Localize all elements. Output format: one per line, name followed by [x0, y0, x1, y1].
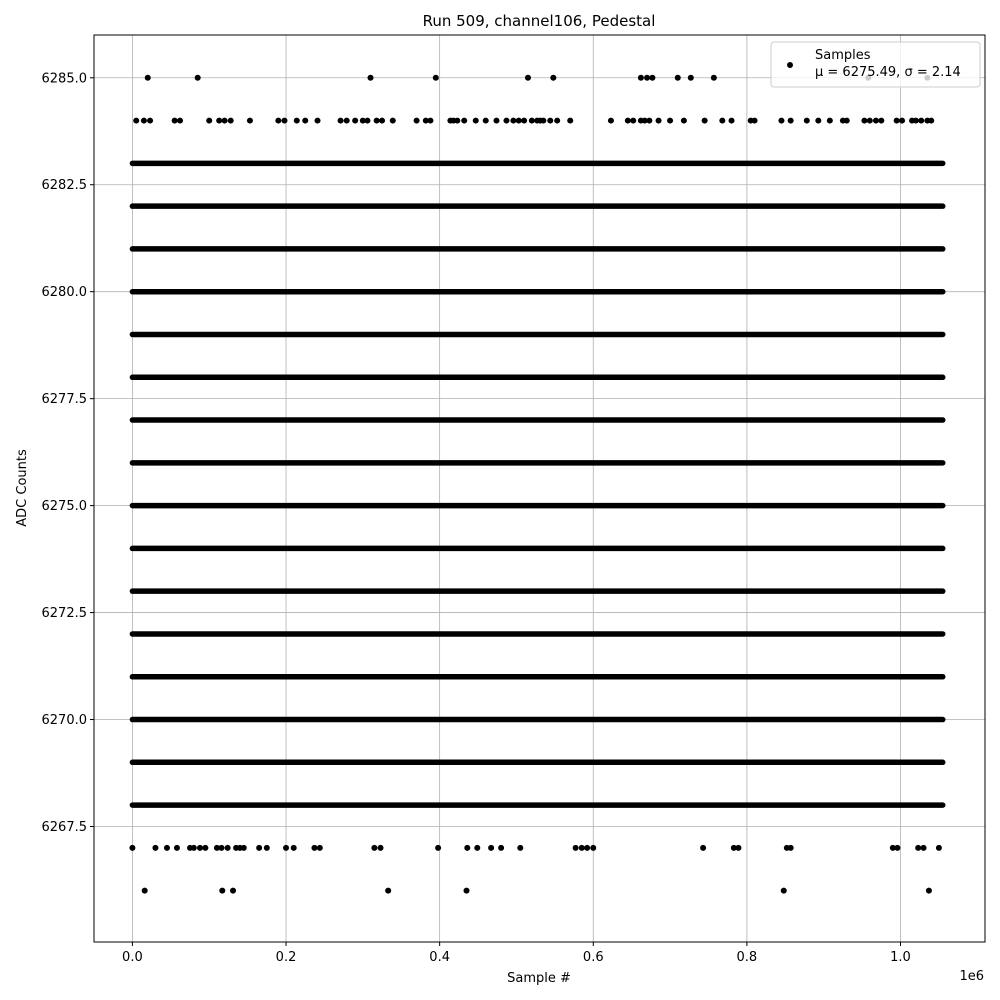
- y-tick-label: 6275.0: [41, 499, 87, 515]
- data-point: [474, 845, 480, 851]
- data-point: [867, 118, 873, 124]
- x-tick-label: 0.6: [582, 950, 604, 965]
- data-point: [364, 118, 370, 124]
- data-point: [378, 845, 384, 851]
- data-point: [379, 118, 385, 124]
- data-point: [371, 845, 377, 851]
- data-point: [554, 118, 560, 124]
- data-point: [133, 118, 139, 124]
- data-point: [275, 118, 281, 124]
- data-point: [219, 845, 225, 851]
- data-point: [219, 888, 225, 894]
- data-point: [241, 845, 247, 851]
- data-point: [256, 845, 262, 851]
- data-point: [702, 118, 708, 124]
- data-point: [915, 845, 921, 851]
- data-point: [464, 888, 470, 894]
- data-point: [861, 118, 867, 124]
- data-point: [681, 118, 687, 124]
- data-point: [608, 118, 614, 124]
- data-point: [936, 845, 942, 851]
- data-point: [283, 845, 289, 851]
- data-point: [129, 845, 135, 851]
- data-point: [778, 118, 784, 124]
- data-point: [338, 118, 344, 124]
- y-tick-label: 6280.0: [41, 285, 87, 301]
- data-point: [913, 118, 919, 124]
- data-point: [164, 845, 170, 851]
- data-point: [804, 118, 810, 124]
- data-point: [894, 118, 900, 124]
- data-point: [873, 118, 879, 124]
- x-tick-label: 0.8: [736, 950, 758, 965]
- data-point: [729, 118, 735, 124]
- data-point: [752, 118, 758, 124]
- data-point: [390, 118, 396, 124]
- data-point: [315, 118, 321, 124]
- data-point: [590, 845, 596, 851]
- data-point: [195, 75, 201, 81]
- legend-stats: μ = 6275.49, σ = 2.14: [815, 65, 961, 80]
- data-point: [517, 845, 523, 851]
- data-point: [427, 118, 433, 124]
- data-point: [174, 845, 180, 851]
- data-point: [878, 118, 884, 124]
- data-point: [202, 845, 208, 851]
- data-point: [493, 118, 499, 124]
- data-point: [374, 118, 380, 124]
- data-point: [206, 118, 212, 124]
- data-point: [145, 75, 151, 81]
- data-point: [311, 845, 317, 851]
- data-point: [918, 118, 924, 124]
- data-point: [521, 118, 527, 124]
- data-point: [281, 118, 287, 124]
- data-point: [152, 845, 158, 851]
- data-point: [344, 118, 350, 124]
- y-axis-label: ADC Counts: [15, 449, 30, 527]
- data-point: [291, 845, 297, 851]
- data-point: [638, 75, 644, 81]
- data-point: [711, 75, 717, 81]
- data-point: [550, 75, 556, 81]
- x-tick-label: 1.0: [890, 950, 911, 965]
- data-point: [302, 118, 308, 124]
- x-axis-offset-label: 1e6: [959, 969, 984, 984]
- data-point: [788, 118, 794, 124]
- data-point: [197, 845, 203, 851]
- y-tick-label: 6282.5: [41, 178, 87, 194]
- y-tick-label: 6277.5: [41, 392, 87, 408]
- data-point: [230, 888, 236, 894]
- data-point: [464, 845, 470, 851]
- data-point: [385, 888, 391, 894]
- data-point: [788, 845, 794, 851]
- legend-series-name: Samples: [815, 48, 871, 63]
- legend-marker: [787, 62, 793, 68]
- data-point: [644, 75, 650, 81]
- data-point: [317, 845, 323, 851]
- x-axis-label: Sample #: [507, 971, 571, 986]
- data-point: [352, 118, 358, 124]
- data-point: [191, 845, 197, 851]
- data-point: [735, 845, 741, 851]
- data-point: [547, 118, 553, 124]
- legend: [771, 42, 980, 87]
- data-point: [649, 75, 655, 81]
- data-point: [656, 118, 662, 124]
- data-point: [216, 118, 222, 124]
- y-tick-label: 6267.5: [41, 819, 87, 835]
- data-point: [172, 118, 178, 124]
- data-point: [540, 118, 546, 124]
- data-point: [894, 845, 900, 851]
- data-point: [503, 118, 509, 124]
- data-point: [567, 118, 573, 124]
- data-point: [719, 118, 725, 124]
- chart-title: Run 509, channel106, Pedestal: [422, 12, 656, 30]
- data-point: [461, 118, 467, 124]
- data-point: [294, 118, 300, 124]
- data-point: [700, 845, 706, 851]
- data-point: [630, 118, 636, 124]
- data-point: [454, 118, 460, 124]
- data-point: [516, 118, 522, 124]
- data-point: [899, 118, 905, 124]
- data-point: [433, 75, 439, 81]
- data-point: [228, 118, 234, 124]
- data-point: [368, 75, 374, 81]
- data-point: [646, 118, 652, 124]
- data-point: [510, 118, 516, 124]
- data-point: [827, 118, 833, 124]
- data-point: [675, 75, 681, 81]
- data-point: [928, 118, 934, 124]
- data-point: [488, 845, 494, 851]
- data-point: [435, 845, 441, 851]
- data-point: [781, 888, 787, 894]
- y-tick-label: 6272.5: [41, 606, 87, 622]
- x-tick-label: 0.0: [122, 950, 143, 965]
- data-point: [921, 845, 927, 851]
- data-point: [483, 118, 489, 124]
- data-point: [625, 118, 631, 124]
- data-point: [222, 118, 228, 124]
- data-point: [473, 118, 479, 124]
- data-point: [177, 118, 183, 124]
- data-point: [844, 118, 850, 124]
- data-point: [579, 845, 585, 851]
- data-point: [926, 888, 932, 894]
- data-point: [142, 888, 148, 894]
- data-point: [529, 118, 535, 124]
- data-point: [525, 75, 531, 81]
- data-point: [141, 118, 147, 124]
- data-point: [414, 118, 420, 124]
- data-point: [498, 845, 504, 851]
- data-point: [147, 118, 153, 124]
- y-tick-label: 6270.0: [41, 713, 87, 729]
- data-point: [667, 118, 673, 124]
- data-point: [688, 75, 694, 81]
- x-tick-label: 0.4: [429, 950, 450, 965]
- data-point: [815, 118, 821, 124]
- data-point: [264, 845, 270, 851]
- y-tick-label: 6285.0: [41, 71, 87, 87]
- data-point: [225, 845, 231, 851]
- x-tick-label: 0.2: [275, 950, 297, 965]
- data-point: [247, 118, 253, 124]
- data-point: [584, 845, 590, 851]
- data-point: [573, 845, 579, 851]
